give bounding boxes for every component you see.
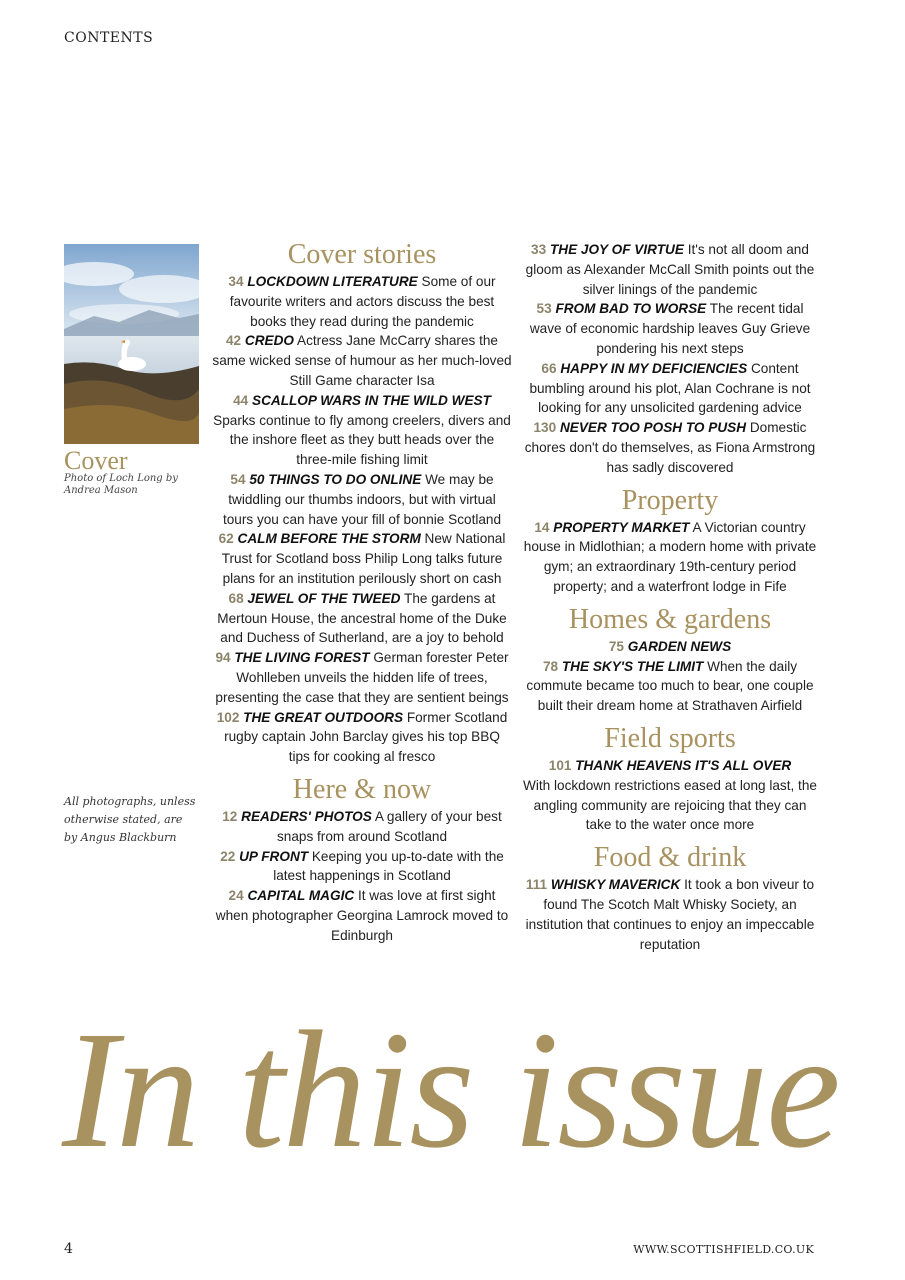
section-heading-food-drink: Food & drink xyxy=(593,842,747,874)
entry-title: NEVER TOO POSH TO PUSH xyxy=(559,420,747,436)
contents-column-left xyxy=(212,238,512,946)
contents-entry[interactable] xyxy=(212,331,512,390)
entry-page: 24 xyxy=(228,888,244,904)
entry-title: LOCKDOWN LITERATURE xyxy=(247,274,418,289)
photo-credit: All photographs, unless otherwise stated, are by Angus Blackburn xyxy=(64,795,196,844)
entry-text: When the daily commute became too much to bear, one couple built their dream home at Strathaven Airfield xyxy=(526,658,814,714)
contents-entry[interactable] xyxy=(212,391,512,470)
headline-in-this-issue: In this issue xyxy=(62,997,839,1183)
contents-entry[interactable] xyxy=(522,518,818,597)
section-label: CONTENTS xyxy=(64,30,154,46)
entry-text: Content bumbling around his plot, Alan Cochrane is not looking for any unsolicited gardening advice xyxy=(529,360,811,416)
section-heading-cover-stories: Cover stories xyxy=(287,239,437,270)
entry-text: A gallery of your best snaps from around Scotland xyxy=(276,808,502,844)
contents-entry[interactable] xyxy=(212,272,512,331)
entry-text: New National Trust for Scotland boss Philip Long talks future plans for an institution perilously short on cash xyxy=(221,531,506,586)
entry-page: 44 xyxy=(233,392,249,408)
contents-column-right xyxy=(522,240,818,954)
contents-entry[interactable] xyxy=(522,637,818,657)
contents-entry[interactable] xyxy=(522,240,818,299)
entry-page: 42 xyxy=(226,333,242,349)
page-number: 4 xyxy=(64,1241,73,1257)
entry-page: 130 xyxy=(533,420,557,436)
entry-title: READERS' PHOTOS xyxy=(241,808,372,824)
contents-entry[interactable] xyxy=(522,756,818,835)
entry-title: UP FRONT xyxy=(239,848,309,864)
entry-title: THE GREAT OUTDOORS xyxy=(243,709,404,725)
contents-entry[interactable] xyxy=(212,529,512,588)
entry-text: A Victorian country house in Midlothian; a modern home with private gym; an extraordinary 19th-century period property; and a waterfront lodge in Fife xyxy=(523,519,817,594)
contents-entry[interactable] xyxy=(522,875,818,954)
contents-entry[interactable] xyxy=(522,657,818,716)
entry-title: CAPITAL MAGIC xyxy=(247,888,355,904)
entry-page: 75 xyxy=(608,638,624,654)
entry-page: 111 xyxy=(525,877,548,893)
entry-title: SCALLOP WARS IN THE WILD WEST xyxy=(252,392,491,408)
entry-page: 53 xyxy=(536,301,552,317)
entry-text: It took a bon viveur to found The Scotch Malt Whisky Society, an institution that continues to enjoy an impeccable reputation xyxy=(525,877,815,952)
entry-page: 54 xyxy=(230,471,246,487)
section-heading-field-sports: Field sports xyxy=(604,722,736,754)
entry-text: It was love at first sight when photographer Georgina Lamrock moved to Edinburgh xyxy=(215,888,509,943)
section-heading-property: Property xyxy=(621,484,719,516)
contents-entry[interactable] xyxy=(522,418,818,477)
contents-entry[interactable] xyxy=(212,470,512,529)
entry-page: 94 xyxy=(215,650,231,666)
entry-title: GARDEN NEWS xyxy=(627,638,732,654)
contents-entry[interactable] xyxy=(212,648,512,707)
entry-text: It's not all doom and gloom as Alexander McCall Smith points out the silver linings of the pandemic xyxy=(525,242,815,297)
entry-text: The recent tidal wave of economic hardship leaves Guy Grieve pondering his next steps xyxy=(529,301,811,356)
cover-title: Cover xyxy=(64,446,128,475)
entry-title: PROPERTY MARKET xyxy=(553,519,690,535)
entry-page: 62 xyxy=(218,531,234,547)
entry-page: 12 xyxy=(222,808,238,824)
entry-title: FROM BAD TO WORSE xyxy=(555,301,707,317)
entry-text: Keeping you up-to-date with the latest happenings in Scotland xyxy=(273,848,504,884)
entry-text: Some of our favourite writers and actors discuss the best books they read during the pandemic xyxy=(229,274,496,329)
entry-title: THE SKY'S THE LIMIT xyxy=(561,658,704,674)
entry-page: 78 xyxy=(542,658,559,674)
entry-page: 102 xyxy=(216,709,240,725)
section-heading-here-now: Here & now xyxy=(292,773,432,805)
entry-title: CALM BEFORE THE STORM xyxy=(237,531,421,547)
cover-photo xyxy=(64,244,199,444)
entry-text: German forester Peter Wohlleben unveils the hidden life of trees, presenting the case that they are sentient beings xyxy=(215,650,509,705)
entry-text: Domestic chores don't do themselves, as Fiona Armstrong has sadly discovered xyxy=(524,420,816,475)
contents-entry[interactable] xyxy=(522,299,818,358)
entry-page: 33 xyxy=(531,242,547,257)
entry-title: THE LIVING FOREST xyxy=(234,650,370,666)
contents-entry[interactable] xyxy=(212,847,512,887)
entry-text: The gardens at Mertoun House, the ancestral home of the Duke and Duchess of Sutherland, are a joy to behold xyxy=(217,590,507,646)
cover-caption: Photo of Loch Long by Andrea Mason xyxy=(64,473,178,496)
entry-page: 34 xyxy=(228,274,244,289)
contents-entry[interactable] xyxy=(212,807,512,847)
entry-text: Actress Jane McCarry shares the same wicked sense of humour as her much-loved Still Game character Isa xyxy=(212,333,512,388)
entry-title: CREDO xyxy=(244,333,294,349)
entry-text: We may be twiddling our thumbs indoors, but with virtual tours you can have your fill of bonnie Scotland xyxy=(222,471,502,527)
entry-title: JEWEL OF THE TWEED xyxy=(247,590,401,606)
entry-title: THANK HEAVENS IT'S ALL OVER xyxy=(575,757,792,773)
contents-entry[interactable] xyxy=(212,589,512,648)
loch-long-swan-image xyxy=(64,244,199,444)
entry-title: 50 THINGS TO DO ONLINE xyxy=(249,471,422,487)
entry-title: WHISKY MAVERICK xyxy=(550,877,681,893)
entry-page: 14 xyxy=(534,519,550,535)
entry-page: 66 xyxy=(541,360,557,376)
site-url[interactable]: WWW.SCOTTISHFIELD.CO.UK xyxy=(633,1243,814,1256)
entry-text: Sparks continue to fly among creelers, divers and the inshore fleet as they butt heads over the three-mile fishing limit xyxy=(213,412,511,468)
entry-text: Former Scotland rugby captain John Barclay gives his top BBQ tips for cooking al fresco xyxy=(224,709,508,765)
contents-entry[interactable] xyxy=(522,359,818,418)
entry-page: 22 xyxy=(220,848,236,864)
entry-text: With lockdown restrictions eased at long last, the angling community are rejoicing that they can take to the water once more xyxy=(523,777,817,833)
entry-title: HAPPY IN MY DEFICIENCIES xyxy=(560,360,748,376)
contents-entry[interactable] xyxy=(212,886,512,945)
section-heading-homes-gardens: Homes & gardens xyxy=(568,603,772,635)
contents-entry[interactable] xyxy=(212,708,512,767)
entry-page: 68 xyxy=(228,590,244,606)
entry-title: THE JOY OF VIRTUE xyxy=(549,242,684,257)
entry-page: 101 xyxy=(548,757,572,773)
